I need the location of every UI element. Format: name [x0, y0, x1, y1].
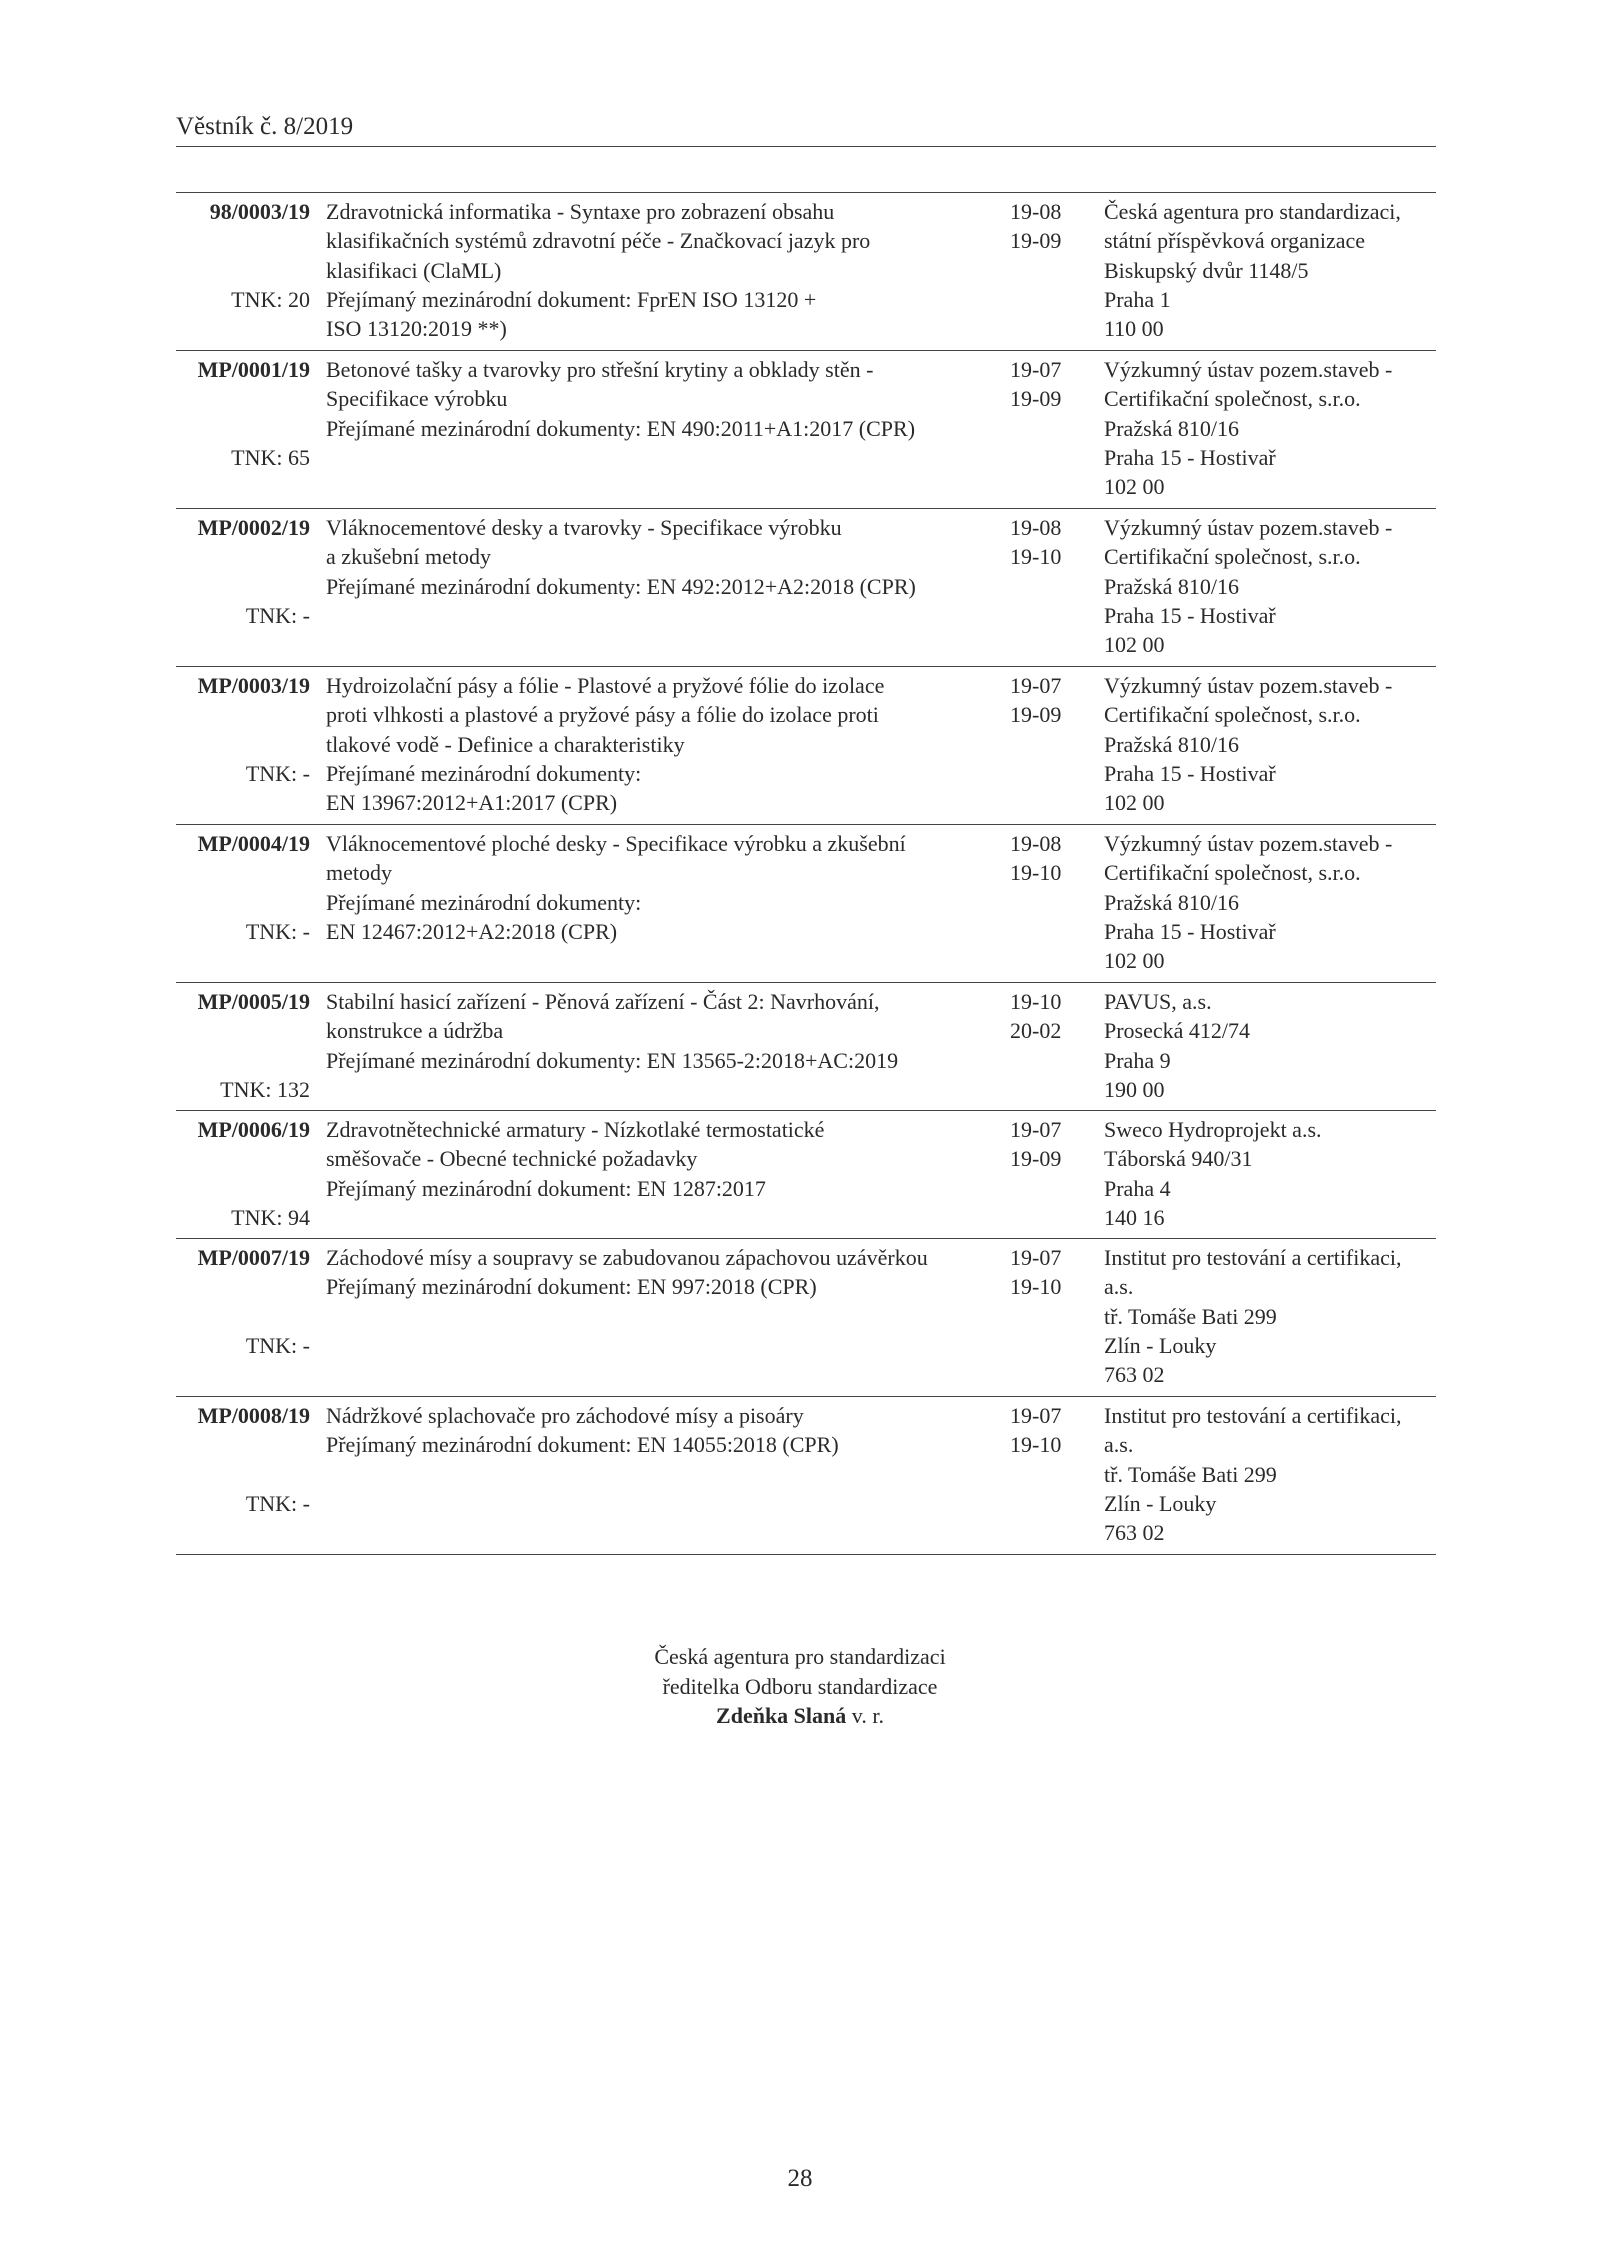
title-cell-line: EN 12467:2012+A2:2018 (CPR): [326, 918, 618, 944]
dates-cell-line: 19-09: [1010, 228, 1062, 254]
title-cell-line: Specifikace výrobku: [326, 386, 508, 412]
title-cell-line: Přejímané mezinárodní dokumenty:: [326, 760, 642, 786]
organization-cell-line: Zlín - Louky: [1104, 1332, 1217, 1358]
organization-cell-line: Institut pro testování a certifikaci,: [1104, 1403, 1402, 1428]
organization-cell: [1104, 1401, 1444, 1547]
designation-cell: [176, 1243, 310, 1390]
table-row: [176, 667, 1436, 825]
dates-cell: [1010, 197, 1100, 256]
title-cell-line: Betonové tašky a tvarovky pro střešní krytiny a obklady stěn -: [326, 357, 874, 382]
organization-cell-line: a.s.: [1104, 1274, 1134, 1300]
designation-code: MP/0002/19: [197, 515, 310, 540]
dates-cell-line: 19-10: [1010, 1432, 1062, 1458]
title-cell-line: Nádržkové splachovače pro záchodové mísy a pisoáry: [326, 1403, 804, 1428]
title-cell-line: Vláknocementové ploché desky - Specifikace výrobku a zkušební: [326, 831, 906, 856]
table-row: [176, 351, 1436, 509]
organization-cell-line: Pražská 810/16: [1104, 889, 1240, 915]
title-cell-line: směšovače - Obecné technické požadavky: [326, 1146, 698, 1172]
dates-cell-line: 19-07: [1010, 1403, 1062, 1428]
title-cell: [326, 355, 1016, 443]
organization-cell-line: PAVUS, a.s.: [1104, 989, 1212, 1014]
title-cell-line: Přejímané mezinárodní dokumenty:: [326, 889, 642, 915]
journal-title: Věstník č. 8/2019: [176, 113, 354, 140]
dates-cell-line: 19-10: [1010, 1274, 1062, 1300]
designation-cell: [176, 355, 310, 502]
title-cell: [326, 671, 1016, 817]
organization-cell: [1104, 829, 1444, 975]
designation-cell: [176, 513, 310, 660]
dates-cell-line: 19-08: [1010, 515, 1062, 540]
organization-cell-line: Biskupský dvůr 1148/5: [1104, 257, 1309, 283]
organization-cell-line: Táborská 940/31: [1104, 1146, 1253, 1172]
table-row: [176, 825, 1436, 983]
tnk-label: TNK: 20: [231, 286, 310, 312]
designation-cell: [176, 829, 310, 976]
tnk-label: TNK: -: [245, 1332, 310, 1358]
title-cell: [326, 197, 1016, 343]
title-cell-line: a zkušební metody: [326, 544, 491, 570]
organization-cell-line: Certifikační společnost, s.r.o.: [1104, 544, 1361, 570]
dates-cell: [1010, 1243, 1100, 1302]
designation-cell: [176, 1115, 310, 1232]
signature-suffix: v. r.: [846, 1703, 884, 1728]
header-rule: [176, 146, 1436, 147]
designation-cell: [176, 987, 310, 1104]
organization-cell-line: 102 00: [1104, 948, 1165, 974]
organization-cell-line: 102 00: [1104, 632, 1165, 658]
title-cell-line: Přejímaný mezinárodní dokument: EN 1287:2017: [326, 1175, 766, 1201]
organization-cell-line: tř. Tomáše Bati 299: [1104, 1461, 1277, 1487]
dates-cell: [1010, 1401, 1100, 1460]
dates-cell-line: 19-09: [1010, 386, 1062, 412]
organization-cell-line: 763 02: [1104, 1520, 1165, 1546]
title-cell-line: Přejímané mezinárodní dokumenty: EN 492:2012+A2:2018 (CPR): [326, 573, 916, 599]
signature-organization: Česká agentura pro standardizaci: [654, 1644, 946, 1669]
title-cell-line: Přejímaný mezinárodní dokument: FprEN ISO 13120 +: [326, 286, 817, 312]
dates-cell-line: 19-10: [1010, 860, 1062, 886]
organization-cell-line: Certifikační společnost, s.r.o.: [1104, 860, 1361, 886]
organization-cell-line: Praha 9: [1104, 1047, 1171, 1073]
organization-cell-line: Výzkumný ústav pozem.staveb -: [1104, 831, 1393, 856]
dates-cell-line: 19-10: [1010, 544, 1062, 570]
dates-cell-line: 20-02: [1010, 1018, 1062, 1044]
title-cell-line: konstrukce a údržba: [326, 1018, 504, 1044]
organization-cell-line: Pražská 810/16: [1104, 573, 1240, 599]
title-cell-line: Přejímaný mezinárodní dokument: EN 14055:2018 (CPR): [326, 1432, 839, 1458]
tnk-label: TNK: 65: [231, 444, 310, 470]
organization-cell-line: Sweco Hydroprojekt a.s.: [1104, 1117, 1322, 1142]
organization-cell-line: 190 00: [1104, 1076, 1165, 1102]
organization-cell-line: Praha 15 - Hostivař: [1104, 602, 1276, 628]
title-cell-line: Hydroizolační pásy a fólie - Plastové a pryžové fólie do izolace: [326, 673, 885, 698]
organization-cell-line: Praha 4: [1104, 1175, 1171, 1201]
dates-cell: [1010, 355, 1100, 414]
title-cell: [326, 1401, 1016, 1460]
table-row: [176, 1239, 1436, 1397]
standards-table: [176, 192, 1436, 1555]
title-cell-line: klasifikačních systémů zdravotní péče - Značkovací jazyk pro: [326, 228, 871, 254]
organization-cell-line: Institut pro testování a certifikaci,: [1104, 1245, 1402, 1270]
dates-cell-line: 19-09: [1010, 702, 1062, 728]
dates-cell-line: 19-09: [1010, 1146, 1062, 1172]
tnk-label: TNK: -: [245, 602, 310, 628]
title-cell-line: Zdravotnětechnické armatury - Nízkotlaké termostatické: [326, 1117, 825, 1142]
organization-cell: [1104, 197, 1444, 343]
organization-cell: [1104, 513, 1444, 659]
organization-cell-line: Výzkumný ústav pozem.staveb -: [1104, 357, 1393, 382]
signature-name-line: [0, 1701, 1600, 1731]
page-header: [176, 112, 1436, 142]
dates-cell-line: 19-07: [1010, 357, 1062, 382]
organization-cell: [1104, 1115, 1444, 1232]
organization-cell-line: Certifikační společnost, s.r.o.: [1104, 702, 1361, 728]
organization-cell-line: státní příspěvková organizace: [1104, 228, 1366, 254]
organization-cell-line: Prosecká 412/74: [1104, 1018, 1251, 1044]
tnk-label: TNK: -: [245, 1490, 310, 1516]
designation-code: MP/0006/19: [197, 1117, 310, 1142]
designation-code: MP/0008/19: [197, 1403, 310, 1428]
organization-cell-line: Výzkumný ústav pozem.staveb -: [1104, 515, 1393, 540]
designation-code: MP/0007/19: [197, 1245, 310, 1270]
title-cell-line: Přejímaný mezinárodní dokument: EN 997:2018 (CPR): [326, 1274, 817, 1300]
designation-code: MP/0001/19: [197, 357, 310, 382]
organization-cell: [1104, 1243, 1444, 1389]
organization-cell-line: tř. Tomáše Bati 299: [1104, 1303, 1277, 1329]
dates-cell-line: 19-07: [1010, 673, 1062, 698]
organization-cell-line: Zlín - Louky: [1104, 1490, 1217, 1516]
designation-cell: [176, 197, 310, 344]
organization-cell-line: 763 02: [1104, 1362, 1165, 1388]
organization-cell-line: Pražská 810/16: [1104, 731, 1240, 757]
title-cell-line: klasifikaci (ClaML): [326, 257, 502, 283]
organization-cell-line: 110 00: [1104, 316, 1164, 342]
page-number: 28: [787, 2165, 813, 2192]
organization-cell-line: Praha 15 - Hostivař: [1104, 760, 1276, 786]
tnk-label: TNK: -: [245, 918, 310, 944]
title-cell-line: Vláknocementové desky a tvarovky - Specifikace výrobku: [326, 515, 842, 540]
organization-cell-line: a.s.: [1104, 1432, 1134, 1458]
table-row: [176, 983, 1436, 1111]
title-cell-line: Zdravotnická informatika - Syntaxe pro zobrazení obsahu: [326, 199, 835, 224]
organization-cell-line: Praha 15 - Hostivař: [1104, 444, 1276, 470]
organization-cell: [1104, 987, 1444, 1104]
dates-cell: [1010, 513, 1100, 572]
designation-code: MP/0003/19: [197, 673, 310, 698]
title-cell-line: proti vlhkosti a plastové a pryžové pásy a fólie do izolace proti: [326, 702, 879, 728]
organization-cell-line: Pražská 810/16: [1104, 415, 1240, 441]
dates-cell: [1010, 987, 1100, 1046]
tnk-label: TNK: -: [245, 760, 310, 786]
organization-cell-line: Praha 15 - Hostivař: [1104, 918, 1276, 944]
title-cell-line: Přejímané mezinárodní dokumenty: EN 13565-2:2018+AC:2019: [326, 1047, 899, 1073]
title-cell: [326, 1115, 1016, 1203]
dates-cell-line: 19-07: [1010, 1117, 1062, 1142]
designation-code: MP/0005/19: [197, 989, 310, 1014]
signature-name: Zdeňka Slaná: [716, 1703, 847, 1728]
table-row: [176, 1397, 1436, 1555]
organization-cell-line: Praha 1: [1104, 286, 1171, 312]
dates-cell: [1010, 829, 1100, 888]
designation-code: MP/0004/19: [197, 831, 310, 856]
dates-cell-line: 19-08: [1010, 831, 1062, 856]
title-cell-line: Stabilní hasicí zařízení - Pěnová zařízení - Část 2: Navrhování,: [326, 989, 880, 1014]
title-cell: [326, 987, 1016, 1075]
title-cell-line: Přejímané mezinárodní dokumenty: EN 490:2011+A1:2017 (CPR): [326, 415, 916, 441]
organization-cell: [1104, 671, 1444, 817]
title-cell-line: metody: [326, 860, 392, 886]
title-cell-line: tlakové vodě - Definice a charakteristiky: [326, 731, 685, 757]
organization-cell-line: 102 00: [1104, 790, 1165, 816]
designation-code: 98/0003/19: [209, 199, 310, 224]
dates-cell: [1010, 1115, 1100, 1174]
title-cell-line: ISO 13120:2019 **): [326, 316, 507, 342]
title-cell: [326, 513, 1016, 601]
dates-cell-line: 19-08: [1010, 199, 1062, 224]
dates-cell: [1010, 671, 1100, 730]
signature-block: [0, 1642, 1600, 1731]
title-cell-line: Záchodové mísy a soupravy se zabudovanou zápachovou uzávěrkou: [326, 1245, 928, 1270]
designation-cell: [176, 671, 310, 818]
title-cell-line: EN 13967:2012+A1:2017 (CPR): [326, 790, 618, 816]
dates-cell-line: 19-10: [1010, 989, 1062, 1014]
table-row: [176, 509, 1436, 667]
title-cell: [326, 829, 1016, 946]
table-row: [176, 193, 1436, 351]
title-cell: [326, 1243, 1016, 1302]
signature-position: ředitelka Odboru standardizace: [662, 1673, 938, 1699]
tnk-label: TNK: 132: [220, 1076, 310, 1102]
organization-cell-line: Česká agentura pro standardizaci,: [1104, 199, 1401, 224]
dates-cell-line: 19-07: [1010, 1245, 1062, 1270]
organization-cell: [1104, 355, 1444, 501]
organization-cell-line: Certifikační společnost, s.r.o.: [1104, 386, 1361, 412]
organization-cell-line: Výzkumný ústav pozem.staveb -: [1104, 673, 1393, 698]
table-row: [176, 1111, 1436, 1239]
organization-cell-line: 140 16: [1104, 1204, 1165, 1230]
tnk-label: TNK: 94: [231, 1204, 310, 1230]
designation-cell: [176, 1401, 310, 1548]
organization-cell-line: 102 00: [1104, 474, 1165, 500]
